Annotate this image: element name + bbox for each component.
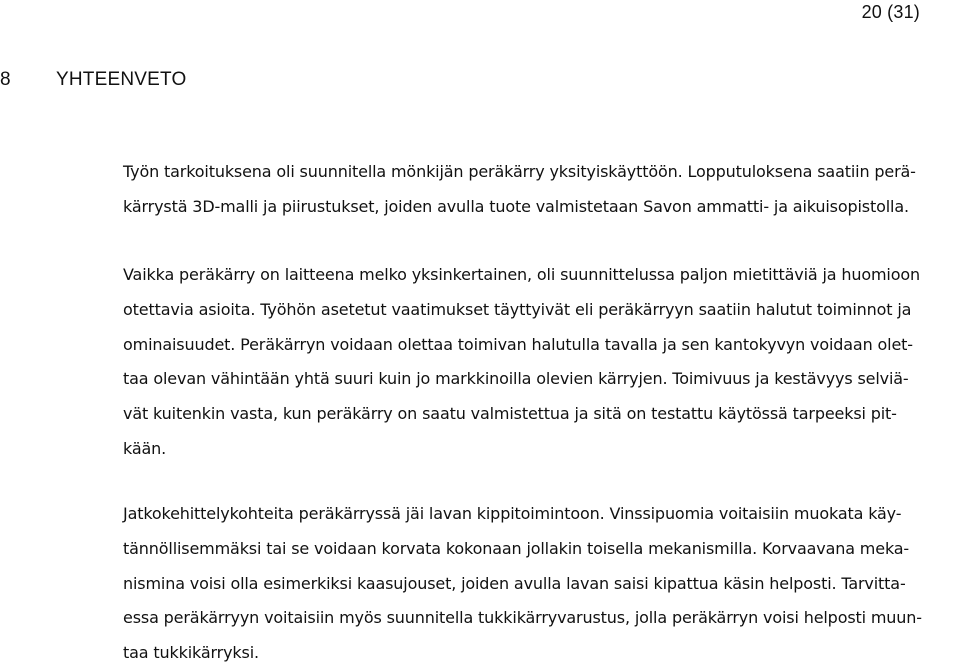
text-line: taa tukkikärryksi.: [123, 643, 259, 663]
text-line: essa peräkärryyn voitaisiin myös suunnitella tukkikärryvarustus, jolla peräkärryn voisi helposti muun-: [123, 608, 922, 628]
chapter-heading: [0, 69, 186, 91]
page-number: 20 (31): [861, 2, 920, 22]
paragraph-further-development: [123, 497, 959, 671]
text-line: kärrystä 3D-malli ja piirustukset, joiden avulla tuote valmistetaan Savon ammatti- ja aikuisopistolla.: [123, 196, 909, 216]
text-line: nismina voisi olla esimerkiksi kaasujouset, joiden avulla lavan saisi kipattua käsin helposti. Tarvitta-: [123, 573, 906, 593]
paragraph-evaluation: [123, 258, 959, 467]
text-line: vät kuitenkin vasta, kun peräkärry on saatu valmistettua ja sitä on testattu käytössä tarpeeksi pit-: [123, 404, 897, 424]
text-line: Työn tarkoituksena oli suunnitella mönkijän peräkärry yksityiskäyttöön. Lopputuloksena saatiin perä-: [123, 162, 916, 181]
chapter-title: YHTEENVETO: [56, 69, 187, 90]
text-line: ominaisuudet. Peräkärryn voidaan olettaa toimivan halutulla tavalla ja sen kantokyvyn voidaan olet-: [123, 334, 913, 354]
text-line: tännöllisemmäksi tai se voidaan korvata kokonaan jollakin toisella mekanismilla. Korvaavana meka-: [123, 538, 910, 558]
text-line: otettavia asioita. Työhön asetetut vaatimukset täyttyivät eli peräkärryyn saatiin halutut toiminnot ja: [123, 299, 912, 319]
text-line: taa olevan vähintään yhtä suuri kuin jo markkinoilla olevien kärryjen. Toimivuus ja kestävyys selviä-: [123, 369, 909, 389]
paragraph-summary: [123, 155, 959, 225]
text-line: Jatkokehittelykohteita peräkärryssä jäi lavan kippitoimintoon. Vinssipuomia voitaisiin muokata käy-: [123, 504, 902, 523]
chapter-number: 8: [0, 69, 11, 90]
text-line: kään.: [123, 438, 167, 458]
text-line: Vaikka peräkärry on laitteena melko yksinkertainen, oli suunnittelussa paljon mietittäviä ja huomioon: [123, 265, 920, 284]
